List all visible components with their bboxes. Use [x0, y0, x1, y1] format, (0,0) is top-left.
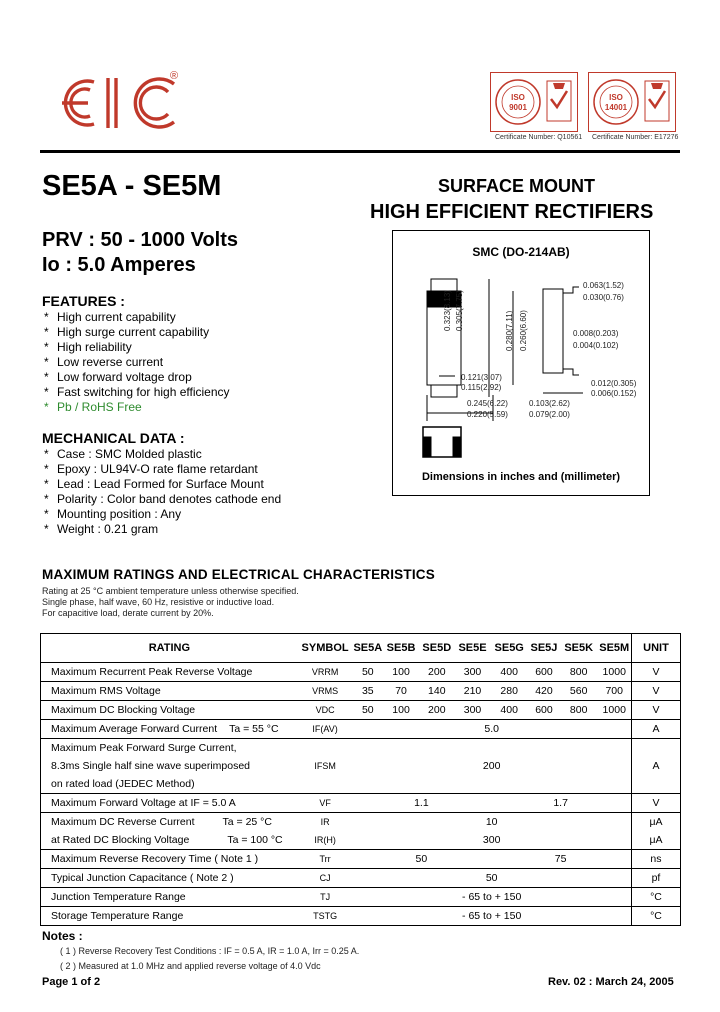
dim-label: 0.260(6.60) [519, 310, 528, 351]
table-row: Maximum Peak Forward Surge Current, [41, 739, 681, 758]
product-heading-line1: SURFACE MOUNT [438, 176, 595, 196]
list-item: * High current capability [44, 310, 176, 324]
ratings-note1: Rating at 25 °C ambient temperature unless otherwise specified. [42, 586, 299, 596]
table-row: Maximum Recurrent Peak Reverse Voltage VRRM 50 100 200 300 400 600 800 1000 V [41, 663, 681, 682]
prv-spec: PRV : 50 - 1000 Volts [42, 229, 239, 251]
eic-logo [50, 72, 182, 134]
table-header-row [41, 634, 681, 663]
col-header: SE5K [564, 642, 594, 654]
ratings-table [40, 633, 681, 926]
ratings-title: MAXIMUM RATINGS AND ELECTRICAL CHARACTERISTICS [42, 567, 435, 582]
col-header: SE5D [422, 642, 452, 654]
list-item: * Fast switching for high efficiency [44, 385, 230, 399]
ratings-note2: Single phase, half wave, 60 Hz, resistive or inductive load. [42, 597, 275, 607]
page-number: Page 1 of 2 [42, 976, 101, 988]
col-header: SYMBOL [301, 642, 349, 654]
table-row: Maximum DC Reverse Current Ta = 25 °C IR 10 μA [41, 813, 681, 832]
package-dimension-note: Dimensions in inches and (millimeter) [421, 471, 621, 483]
dim-label: 0.220(5.59) [467, 410, 508, 419]
part-range-title: SE5A - SE5M [42, 170, 222, 202]
svg-text:ISO: ISO [511, 93, 525, 102]
col-header: RATING [148, 642, 191, 654]
ratings-note3: For capacitive load, derate current by 20%. [42, 608, 214, 618]
revision-date: Rev. 02 : March 24, 2005 [548, 976, 674, 988]
svg-text:9001: 9001 [509, 103, 527, 112]
list-item: * Mounting position : Any [44, 507, 182, 521]
notes-title: Notes : [42, 929, 83, 943]
list-item: * High reliability [44, 340, 132, 354]
mechanical-title: MECHANICAL DATA : [42, 430, 185, 446]
col-header: SE5J [530, 642, 558, 654]
list-item: * High surge current capability [44, 325, 210, 339]
dim-label: 0.115(2.92) [461, 383, 502, 392]
table-row: Maximum Forward Voltage at IF = 5.0 A VF 1.1 1.7 V [41, 794, 681, 813]
col-header: SE5A [353, 642, 383, 654]
iso-14001-seal-icon [589, 73, 675, 131]
list-item: * Epoxy : UL94V-O rate flame retardant [44, 462, 258, 476]
dim-label: 0.063(1.52) [583, 281, 624, 290]
table-row: 8.3ms Single half sine wave superimposed IFSM 200 A [41, 757, 681, 775]
col-header: SE5B [386, 642, 416, 654]
dim-label: 0.103(2.62) [529, 399, 570, 408]
col-header: SE5G [494, 642, 524, 654]
cert1-caption: Certificate Number: Q10561 [495, 134, 583, 141]
dim-label: 0.079(2.00) [529, 410, 570, 419]
table-row: on rated load (JEDEC Method) [41, 775, 681, 794]
package-outline-box [392, 230, 650, 496]
table-row: Maximum RMS Voltage VRMS 35 70 140 210 280 420 560 700 V [41, 682, 681, 701]
product-heading-line2: HIGH EFFICIENT RECTIFIERS [370, 201, 654, 223]
features-title: FEATURES : [42, 293, 125, 309]
cert2-caption: Certificate Number: E17276 [592, 134, 679, 141]
note-2: ( 2 ) Measured at 1.0 MHz and applied reverse voltage of 4.0 Vdc [60, 961, 321, 971]
svg-text:14001: 14001 [604, 103, 628, 112]
dim-label: 0.245(6.22) [467, 399, 508, 408]
col-header: UNIT [631, 634, 680, 663]
list-item: * Low reverse current [44, 355, 164, 369]
list-item: * Case : SMC Molded plastic [44, 447, 202, 461]
dim-label: 0.305(7.75) [455, 290, 464, 331]
table-row: Maximum Reverse Recovery Time ( Note 1 ) Trr 50 75 ns [41, 850, 681, 869]
table-row: Maximum DC Blocking Voltage VDC 50 100 200 300 400 600 800 1000 V [41, 701, 681, 720]
dim-label: 0.121(3.07) [461, 373, 502, 382]
svg-text:ISO: ISO [609, 93, 623, 102]
package-title: SMC (DO-214AB) [472, 245, 570, 259]
list-item: * Low forward voltage drop [44, 370, 192, 384]
table-row: Maximum Average Forward Current Ta = 55 °C IF(AV) 5.0 A [41, 720, 681, 739]
dim-label: 0.280(7.11) [505, 310, 514, 351]
table-row: Junction Temperature Range TJ - 65 to + 150 °C [41, 888, 681, 907]
dim-label: 0.006(0.152) [591, 389, 637, 398]
table-row: Storage Temperature Range TSTG - 65 to + 150 °C [41, 907, 681, 926]
registered-mark: ® [170, 70, 179, 82]
io-spec: Io : 5.0 Amperes [42, 254, 196, 276]
dim-label: 0.008(0.203) [573, 329, 619, 338]
dim-label: 0.004(0.102) [573, 341, 619, 350]
features-list [44, 310, 230, 415]
table-row: at Rated DC Blocking Voltage Ta = 100 °C IR(H) 300 μA [41, 831, 681, 850]
iso-9001-seal-icon [491, 73, 577, 131]
list-item: * Weight : 0.21 gram [44, 522, 159, 536]
note-1: ( 1 ) Reverse Recovery Test Conditions : IF = 0.5 A, IR = 1.0 A, Irr = 0.25 A. [60, 946, 360, 956]
iso-9001-badge [490, 72, 578, 132]
table-row: Typical Junction Capacitance ( Note 2 ) CJ 50 pf [41, 869, 681, 888]
dim-label: 0.012(0.305) [591, 379, 637, 388]
package-drawing [393, 231, 649, 495]
header-rule [40, 150, 680, 153]
dim-label: 0.030(0.76) [583, 293, 624, 302]
dim-label: 0.323(8.13) [443, 290, 452, 331]
list-item-rohs: * Pb / RoHS Free [44, 400, 142, 414]
mechanical-list [44, 447, 281, 537]
col-header: SE5E [458, 642, 487, 654]
iso-14001-badge [588, 72, 676, 132]
list-item: * Lead : Lead Formed for Surface Mount [44, 477, 264, 491]
list-item: * Polarity : Color band denotes cathode end [44, 492, 282, 506]
col-header: SE5M [599, 642, 630, 654]
